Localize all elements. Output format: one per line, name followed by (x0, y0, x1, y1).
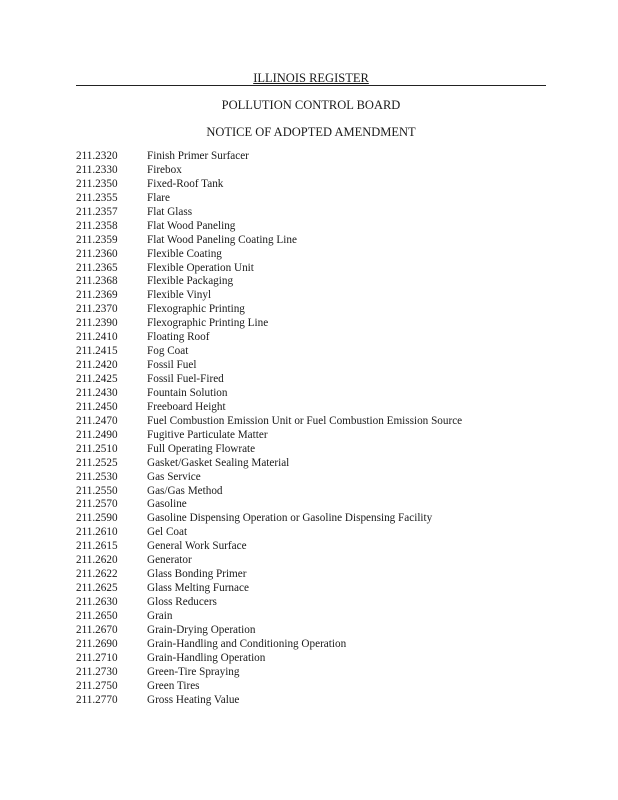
defined-term: Full Operating Flowrate (147, 442, 256, 455)
definition-row (76, 638, 546, 652)
defined-term: Gasoline Dispensing Operation or Gasoline Dispensing Facility (147, 512, 433, 525)
defined-term: Gas Service (147, 470, 201, 483)
defined-term: Freeboard Height (147, 400, 226, 413)
definition-row (76, 429, 546, 443)
section-number: 211.2490 (76, 428, 118, 441)
defined-term: Fuel Combustion Emission Unit or Fuel Combustion Emission Source (147, 414, 463, 427)
defined-term: Finish Primer Surfacer (147, 150, 249, 162)
section-number: 211.2358 (76, 219, 118, 232)
defined-term: General Work Surface (147, 540, 247, 553)
definition-row (76, 596, 546, 610)
definition-row (76, 387, 546, 401)
definition-row (76, 248, 546, 262)
section-number: 211.2710 (76, 651, 118, 664)
section-number: 211.2730 (76, 665, 118, 678)
section-number: 211.2625 (76, 582, 118, 595)
definition-row (76, 582, 546, 596)
defined-term: Flexible Vinyl (147, 289, 212, 302)
section-number: 211.2620 (76, 554, 118, 567)
definition-row (76, 666, 546, 680)
section-number: 211.2450 (76, 400, 118, 413)
defined-term: Firebox (147, 163, 182, 176)
definition-row (76, 485, 546, 499)
section-number: 211.2430 (76, 386, 118, 399)
defined-term: Flexible Packaging (147, 275, 234, 288)
definition-row (76, 526, 546, 540)
definition-row (76, 415, 546, 429)
defined-term: Flexographic Printing (147, 303, 245, 316)
defined-term: Generator (147, 554, 192, 567)
defined-term: Fugitive Particulate Matter (147, 428, 268, 441)
definition-row (76, 373, 546, 387)
definition-row (76, 303, 546, 317)
section-number: 211.2630 (76, 596, 118, 608)
definition-row (76, 275, 546, 289)
defined-term: Gasoline (147, 498, 187, 511)
definition-row (76, 345, 546, 359)
definition-row (76, 610, 546, 624)
definition-row (76, 164, 546, 178)
definition-row (76, 680, 546, 694)
defined-term: Flexible Operation Unit (147, 261, 254, 274)
section-number: 211.2368 (76, 275, 118, 288)
defined-term: Grain-Handling Operation (147, 651, 266, 664)
defined-term: Flexible Coating (147, 247, 222, 260)
defined-term: Gasket/Gasket Sealing Material (147, 456, 290, 469)
section-number: 211.2622 (76, 568, 118, 581)
section-number: 211.2390 (76, 317, 118, 330)
section-number: 211.2420 (76, 359, 118, 372)
defined-term: Flat Wood Paneling (147, 219, 236, 232)
definition-row (76, 512, 546, 526)
definition-row (76, 178, 546, 192)
register-title: ILLINOIS REGISTER (253, 71, 369, 85)
defined-term: Flexographic Printing Line (147, 317, 269, 330)
section-number: 211.2369 (76, 289, 118, 302)
defined-term: Fog Coat (147, 345, 189, 358)
definition-row (76, 540, 546, 554)
defined-term: Fixed-Roof Tank (147, 177, 224, 190)
section-number: 211.2770 (76, 693, 118, 706)
definition-row (76, 652, 546, 666)
section-number: 211.2570 (76, 498, 118, 511)
section-number: 211.2350 (76, 177, 118, 190)
section-number: 211.2750 (76, 679, 118, 692)
definition-row (76, 443, 546, 457)
section-number: 211.2525 (76, 456, 118, 469)
definition-row (76, 457, 546, 471)
defined-term: Floating Roof (147, 331, 210, 344)
definition-row (76, 150, 546, 164)
section-number: 211.2650 (76, 609, 118, 622)
board-name: POLLUTION CONTROL BOARD (221, 98, 401, 112)
section-number: 211.2359 (76, 233, 118, 246)
section-number: 211.2610 (76, 526, 118, 539)
section-number: 211.2615 (76, 540, 118, 553)
section-number: 211.2365 (76, 261, 118, 274)
definition-row (76, 624, 546, 638)
section-number: 211.2357 (76, 205, 118, 218)
section-number: 211.2425 (76, 373, 118, 385)
section-number: 211.2550 (76, 484, 118, 497)
section-number: 211.2670 (76, 623, 118, 636)
definition-row (76, 262, 546, 276)
defined-term: Grain-Drying Operation (147, 623, 256, 636)
section-number: 211.2410 (76, 331, 118, 344)
defined-term: Fossil Fuel-Fired (147, 373, 224, 385)
section-number: 211.2690 (76, 637, 118, 650)
header-rule (76, 85, 546, 86)
definition-row (76, 694, 546, 708)
definition-row (76, 317, 546, 331)
section-number: 211.2320 (76, 150, 118, 162)
defined-term: Glass Melting Furnace (147, 582, 249, 595)
defined-term: Flat Wood Paneling Coating Line (147, 233, 297, 246)
defined-term: Gas/Gas Method (147, 484, 223, 497)
defined-term: Gloss Reducers (147, 596, 217, 608)
section-number: 211.2355 (76, 191, 118, 204)
defined-term: Gel Coat (147, 526, 188, 539)
defined-term: Flat Glass (147, 205, 193, 218)
defined-term: Grain (147, 609, 173, 622)
defined-term: Glass Bonding Primer (147, 568, 247, 581)
definition-row (76, 220, 546, 234)
definition-row (76, 401, 546, 415)
definition-row (76, 498, 546, 512)
definition-row (76, 331, 546, 345)
definition-row (76, 192, 546, 206)
definition-row (76, 359, 546, 373)
section-number: 211.2370 (76, 303, 118, 316)
definition-row (76, 568, 546, 582)
section-number: 211.2510 (76, 442, 118, 455)
section-number: 211.2590 (76, 512, 118, 525)
defined-term: Fossil Fuel (147, 359, 197, 372)
definition-row (76, 471, 546, 485)
section-number: 211.2470 (76, 414, 118, 427)
defined-term: Green Tires (147, 679, 200, 692)
defined-term: Fountain Solution (147, 386, 228, 399)
section-number: 211.2330 (76, 163, 118, 176)
defined-term: Green-Tire Spraying (147, 665, 240, 678)
defined-term: Gross Heating Value (147, 693, 240, 706)
section-number: 211.2530 (76, 470, 118, 483)
definition-row (76, 554, 546, 568)
defined-term: Grain-Handling and Conditioning Operation (147, 637, 347, 650)
section-number: 211.2360 (76, 247, 118, 260)
section-number: 211.2415 (76, 345, 118, 358)
notice-title: NOTICE OF ADOPTED AMENDMENT (206, 125, 416, 139)
definition-row (76, 206, 546, 220)
definitions-list (76, 150, 546, 708)
definition-row (76, 234, 546, 248)
defined-term: Flare (147, 191, 170, 204)
definition-row (76, 289, 546, 303)
